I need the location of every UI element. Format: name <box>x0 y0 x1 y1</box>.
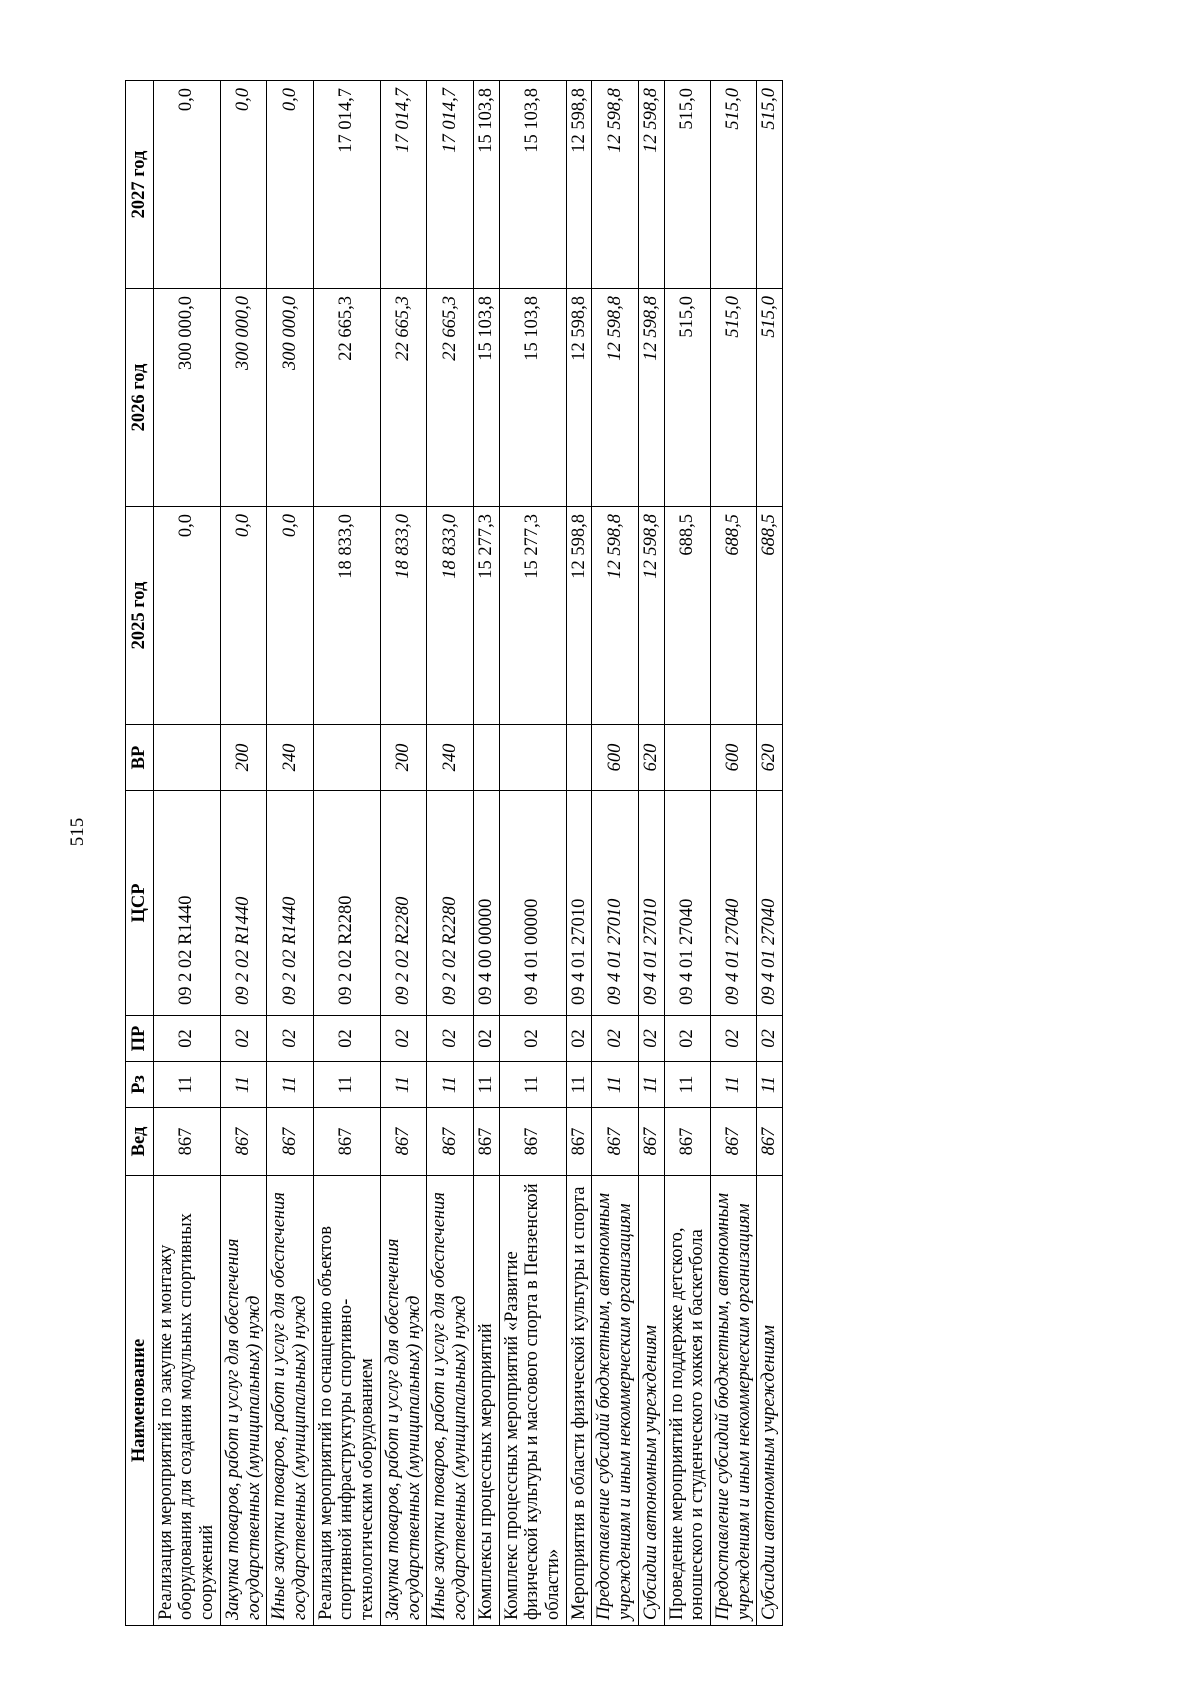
col-header-rz: Рз <box>126 1062 154 1108</box>
table-row <box>638 81 664 1626</box>
cell-rz: 11 <box>313 1062 380 1108</box>
cell-csr: 09 4 01 27040 <box>710 791 756 1016</box>
cell-2026: 15 103,8 <box>473 289 499 507</box>
cell-name: Реализация мероприятий по оснащению объектов спортивной инфраструктуры спортивно-технологическим оборудованием <box>313 1176 380 1626</box>
cell-2026: 22 665,3 <box>313 289 380 507</box>
cell-pr: 02 <box>153 1016 220 1062</box>
table-row <box>473 81 499 1626</box>
cell-pr: 02 <box>380 1016 426 1062</box>
cell-csr: 09 4 01 27010 <box>638 791 664 1016</box>
cell-rz: 11 <box>710 1062 756 1108</box>
cell-2027: 17 014,7 <box>380 81 426 289</box>
budget-table <box>125 80 783 1626</box>
cell-name: Мероприятия в области физической культуры и спорта <box>566 1176 592 1626</box>
table-row <box>499 81 566 1626</box>
cell-2027: 515,0 <box>664 81 710 289</box>
cell-pr: 02 <box>664 1016 710 1062</box>
cell-2027: 15 103,8 <box>473 81 499 289</box>
table-row <box>267 81 313 1626</box>
cell-ved: 867 <box>267 1108 313 1176</box>
cell-csr: 09 2 02 R2280 <box>427 791 473 1016</box>
cell-pr: 02 <box>427 1016 473 1062</box>
cell-2025: 688,5 <box>664 507 710 725</box>
cell-2026: 22 665,3 <box>380 289 426 507</box>
cell-2027: 0,0 <box>220 81 266 289</box>
col-header-ved: Вед <box>126 1108 154 1176</box>
cell-name: Предоставление субсидий бюджетным, автономным учреждениям и иным некоммерческим организациям <box>710 1176 756 1626</box>
cell-pr: 02 <box>710 1016 756 1062</box>
cell-vr: 200 <box>380 725 426 791</box>
col-header-2026: 2026 год <box>126 289 154 507</box>
cell-rz: 11 <box>664 1062 710 1108</box>
table-row <box>220 81 266 1626</box>
cell-csr: 09 2 02 R1440 <box>220 791 266 1016</box>
cell-name: Реализация мероприятий по закупке и монтажу оборудования для создания модульных спортивных сооружений <box>153 1176 220 1626</box>
cell-rz: 11 <box>592 1062 638 1108</box>
col-header-2027: 2027 год <box>126 81 154 289</box>
cell-pr: 02 <box>473 1016 499 1062</box>
cell-2025: 12 598,8 <box>638 507 664 725</box>
cell-2026: 12 598,8 <box>638 289 664 507</box>
table-row <box>313 81 380 1626</box>
cell-pr: 02 <box>638 1016 664 1062</box>
cell-pr: 02 <box>267 1016 313 1062</box>
cell-rz: 11 <box>499 1062 566 1108</box>
cell-2025: 18 833,0 <box>427 507 473 725</box>
cell-csr: 09 4 01 27040 <box>757 791 783 1016</box>
col-header-vr: ВР <box>126 725 154 791</box>
col-header-csr: ЦСР <box>126 791 154 1016</box>
table-row <box>757 81 783 1626</box>
cell-name: Субсидии автономным учреждениям <box>638 1176 664 1626</box>
cell-2025: 0,0 <box>153 507 220 725</box>
cell-vr: 620 <box>757 725 783 791</box>
cell-ved: 867 <box>592 1108 638 1176</box>
cell-rz: 11 <box>220 1062 266 1108</box>
cell-vr: 200 <box>220 725 266 791</box>
cell-2027: 0,0 <box>267 81 313 289</box>
cell-rz: 11 <box>757 1062 783 1108</box>
cell-2025: 15 277,3 <box>499 507 566 725</box>
table-body <box>153 81 782 1626</box>
cell-2026: 22 665,3 <box>427 289 473 507</box>
table-row <box>710 81 756 1626</box>
cell-vr: 620 <box>638 725 664 791</box>
cell-rz: 11 <box>566 1062 592 1108</box>
cell-2027: 0,0 <box>153 81 220 289</box>
cell-vr <box>313 725 380 791</box>
cell-vr: 240 <box>267 725 313 791</box>
cell-2025: 0,0 <box>220 507 266 725</box>
cell-pr: 02 <box>499 1016 566 1062</box>
cell-ved: 867 <box>757 1108 783 1176</box>
cell-rz: 11 <box>380 1062 426 1108</box>
cell-name: Комплексы процессных мероприятий <box>473 1176 499 1626</box>
cell-2027: 12 598,8 <box>592 81 638 289</box>
cell-csr: 09 2 02 R2280 <box>380 791 426 1016</box>
cell-2027: 17 014,7 <box>427 81 473 289</box>
header-row <box>126 81 154 1626</box>
cell-vr <box>499 725 566 791</box>
cell-name: Закупка товаров, работ и услуг для обеспечения государственных (муниципальных) нужд <box>380 1176 426 1626</box>
cell-2025: 12 598,8 <box>566 507 592 725</box>
cell-2027: 515,0 <box>757 81 783 289</box>
cell-ved: 867 <box>638 1108 664 1176</box>
cell-vr: 600 <box>592 725 638 791</box>
cell-vr <box>153 725 220 791</box>
cell-ved: 867 <box>153 1108 220 1176</box>
cell-pr: 02 <box>220 1016 266 1062</box>
cell-name: Субсидии автономным учреждениям <box>757 1176 783 1626</box>
col-header-name: Наименование <box>126 1176 154 1626</box>
cell-ved: 867 <box>710 1108 756 1176</box>
cell-vr <box>664 725 710 791</box>
cell-2025: 15 277,3 <box>473 507 499 725</box>
cell-2027: 17 014,7 <box>313 81 380 289</box>
rotated-table-wrapper <box>125 81 783 1626</box>
cell-csr: 09 4 00 00000 <box>473 791 499 1016</box>
cell-pr: 02 <box>566 1016 592 1062</box>
cell-2026: 515,0 <box>757 289 783 507</box>
cell-rz: 11 <box>427 1062 473 1108</box>
page-number: 515 <box>67 817 88 847</box>
cell-2026: 15 103,8 <box>499 289 566 507</box>
cell-2025: 688,5 <box>710 507 756 725</box>
table-row <box>592 81 638 1626</box>
cell-vr: 600 <box>710 725 756 791</box>
cell-2026: 300 000,0 <box>267 289 313 507</box>
cell-2026: 515,0 <box>664 289 710 507</box>
cell-2025: 0,0 <box>267 507 313 725</box>
table-row <box>566 81 592 1626</box>
cell-2026: 515,0 <box>710 289 756 507</box>
cell-2025: 18 833,0 <box>313 507 380 725</box>
cell-2026: 300 000,0 <box>153 289 220 507</box>
cell-2026: 12 598,8 <box>566 289 592 507</box>
cell-rz: 11 <box>153 1062 220 1108</box>
cell-rz: 11 <box>267 1062 313 1108</box>
cell-csr: 09 4 01 00000 <box>499 791 566 1016</box>
cell-csr: 09 2 02 R1440 <box>267 791 313 1016</box>
cell-name: Иные закупки товаров, работ и услуг для обеспечения государственных (муниципальных) нужд <box>267 1176 313 1626</box>
cell-2027: 515,0 <box>710 81 756 289</box>
cell-ved: 867 <box>566 1108 592 1176</box>
cell-ved: 867 <box>313 1108 380 1176</box>
table-row <box>380 81 426 1626</box>
cell-pr: 02 <box>592 1016 638 1062</box>
cell-2026: 300 000,0 <box>220 289 266 507</box>
cell-ved: 867 <box>473 1108 499 1176</box>
cell-rz: 11 <box>638 1062 664 1108</box>
cell-ved: 867 <box>499 1108 566 1176</box>
table-row <box>427 81 473 1626</box>
cell-csr: 09 4 01 27040 <box>664 791 710 1016</box>
cell-vr <box>473 725 499 791</box>
cell-2025: 18 833,0 <box>380 507 426 725</box>
cell-vr <box>566 725 592 791</box>
col-header-2025: 2025 год <box>126 507 154 725</box>
cell-name: Закупка товаров, работ и услуг для обеспечения государственных (муниципальных) нужд <box>220 1176 266 1626</box>
cell-csr: 09 2 02 R1440 <box>153 791 220 1016</box>
cell-2027: 12 598,8 <box>566 81 592 289</box>
cell-csr: 09 2 02 R2280 <box>313 791 380 1016</box>
cell-2025: 688,5 <box>757 507 783 725</box>
cell-2027: 12 598,8 <box>638 81 664 289</box>
cell-vr: 240 <box>427 725 473 791</box>
cell-name: Проведение мероприятий по поддержке детского, юношеского и студенческого хоккея и баскетбола <box>664 1176 710 1626</box>
cell-csr: 09 4 01 27010 <box>566 791 592 1016</box>
table-row <box>664 81 710 1626</box>
cell-2025: 12 598,8 <box>592 507 638 725</box>
cell-2026: 12 598,8 <box>592 289 638 507</box>
cell-name: Комплекс процессных мероприятий «Развитие физической культуры и массового спорта в Пензенской области» <box>499 1176 566 1626</box>
cell-ved: 867 <box>427 1108 473 1176</box>
cell-csr: 09 4 01 27010 <box>592 791 638 1016</box>
table-row <box>153 81 220 1626</box>
cell-pr: 02 <box>313 1016 380 1062</box>
cell-2027: 15 103,8 <box>499 81 566 289</box>
cell-name: Иные закупки товаров, работ и услуг для обеспечения государственных (муниципальных) нужд <box>427 1176 473 1626</box>
cell-name: Предоставление субсидий бюджетным, автономным учреждениям и иным некоммерческим организациям <box>592 1176 638 1626</box>
cell-ved: 867 <box>380 1108 426 1176</box>
cell-ved: 867 <box>220 1108 266 1176</box>
cell-rz: 11 <box>473 1062 499 1108</box>
cell-ved: 867 <box>664 1108 710 1176</box>
col-header-pr: ПР <box>126 1016 154 1062</box>
cell-pr: 02 <box>757 1016 783 1062</box>
